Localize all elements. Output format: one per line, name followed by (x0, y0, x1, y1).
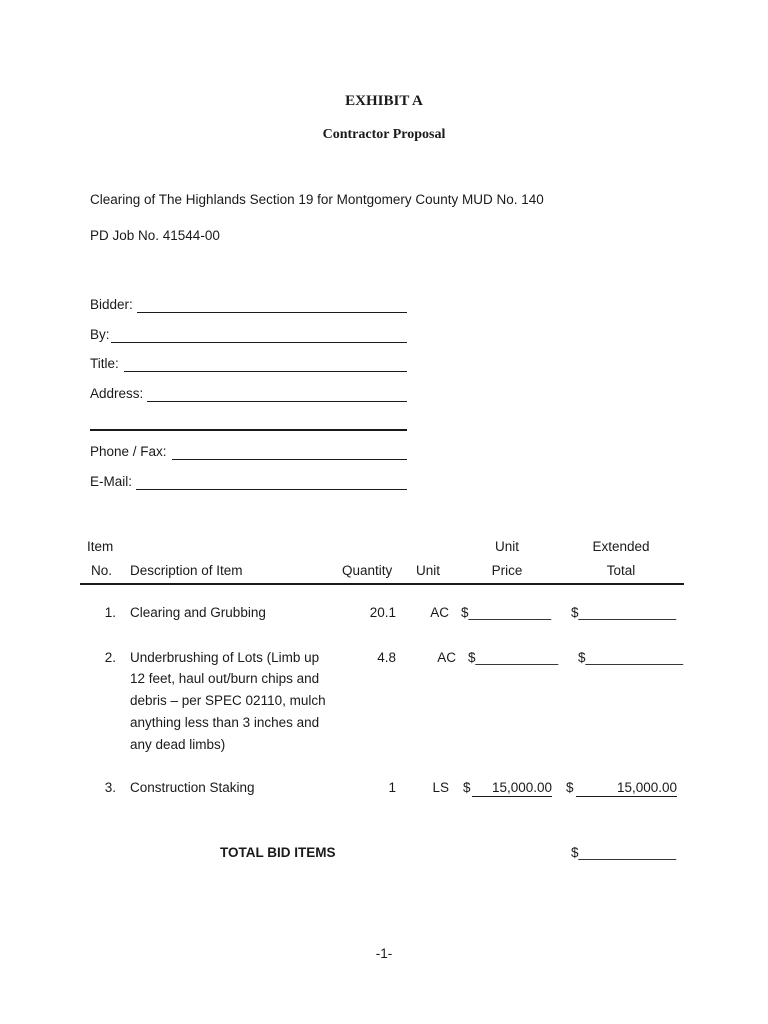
row-description: Construction Staking (130, 780, 255, 795)
exhibit-title: EXHIBIT A (345, 93, 423, 109)
phone-fax-label: Phone / Fax: (90, 444, 167, 459)
header-item: Item (87, 539, 114, 554)
total-bid-items-label: TOTAL BID ITEMS (220, 845, 336, 860)
email-label: E-Mail: (90, 474, 133, 489)
row-unit-price[interactable]: $___________ (461, 605, 552, 620)
document-subtitle: Contractor Proposal (322, 127, 446, 142)
row-unit: AC (437, 650, 456, 665)
by-line[interactable] (111, 342, 407, 343)
row-quantity: 20.1 (369, 605, 396, 620)
page-number: -1- (375, 946, 393, 961)
row-description: Clearing and Grubbing (130, 605, 266, 620)
row-description-line: any dead limbs) (130, 737, 226, 752)
title-label: Title: (90, 356, 119, 371)
header-description: Description of Item (130, 563, 243, 578)
row-unit: AC (430, 605, 449, 620)
bidder-line[interactable] (137, 312, 407, 313)
row-extended-total[interactable]: $_____________ (578, 650, 684, 665)
row-unit-price-value[interactable]: 15,000.00 (472, 780, 552, 797)
header-unit-price-1: Unit (494, 539, 519, 554)
by-label: By: (90, 327, 110, 342)
row-unit: LS (432, 780, 449, 795)
header-unit-price-2: Price (491, 563, 523, 578)
row-description-line: 12 feet, haul out/burn chips and (130, 671, 320, 686)
total-bid-items-value[interactable]: $_____________ (571, 845, 677, 860)
address-line-2[interactable] (90, 429, 407, 431)
email-line[interactable] (136, 489, 407, 490)
row-description-line: Underbrushing of Lots (Limb up (130, 650, 320, 665)
job-number: PD Job No. 41544-00 (90, 228, 220, 243)
header-extended-2: Total (606, 563, 636, 578)
row-extended-total[interactable]: $_____________ (571, 605, 677, 620)
bidder-label: Bidder: (90, 297, 133, 312)
header-extended-1: Extended (592, 539, 650, 554)
row-number: 3. (104, 780, 116, 795)
header-quantity: Quantity (342, 563, 393, 578)
address-label: Address: (90, 386, 144, 401)
row-extended-value[interactable]: 15,000.00 (576, 780, 677, 797)
header-no: No. (91, 563, 113, 578)
phone-fax-line[interactable] (172, 459, 407, 460)
project-title: Clearing of The Highlands Section 19 for Montgomery County MUD No. 140 (90, 192, 544, 207)
row-number: 1. (104, 605, 116, 620)
row-number: 2. (104, 650, 116, 665)
address-line[interactable] (147, 401, 407, 402)
row-unit-price-symbol: $ (463, 780, 471, 795)
title-line[interactable] (124, 371, 407, 372)
header-unit: Unit (416, 563, 441, 578)
row-extended-symbol: $ (566, 780, 574, 795)
row-quantity: 4.8 (377, 650, 396, 665)
row-quantity: 1 (388, 780, 396, 795)
row-description-line: debris – per SPEC 02110, mulch (130, 693, 326, 708)
row-unit-price[interactable]: $___________ (468, 650, 559, 665)
header-rule (80, 583, 684, 585)
row-description-line: anything less than 3 inches and (130, 715, 320, 730)
